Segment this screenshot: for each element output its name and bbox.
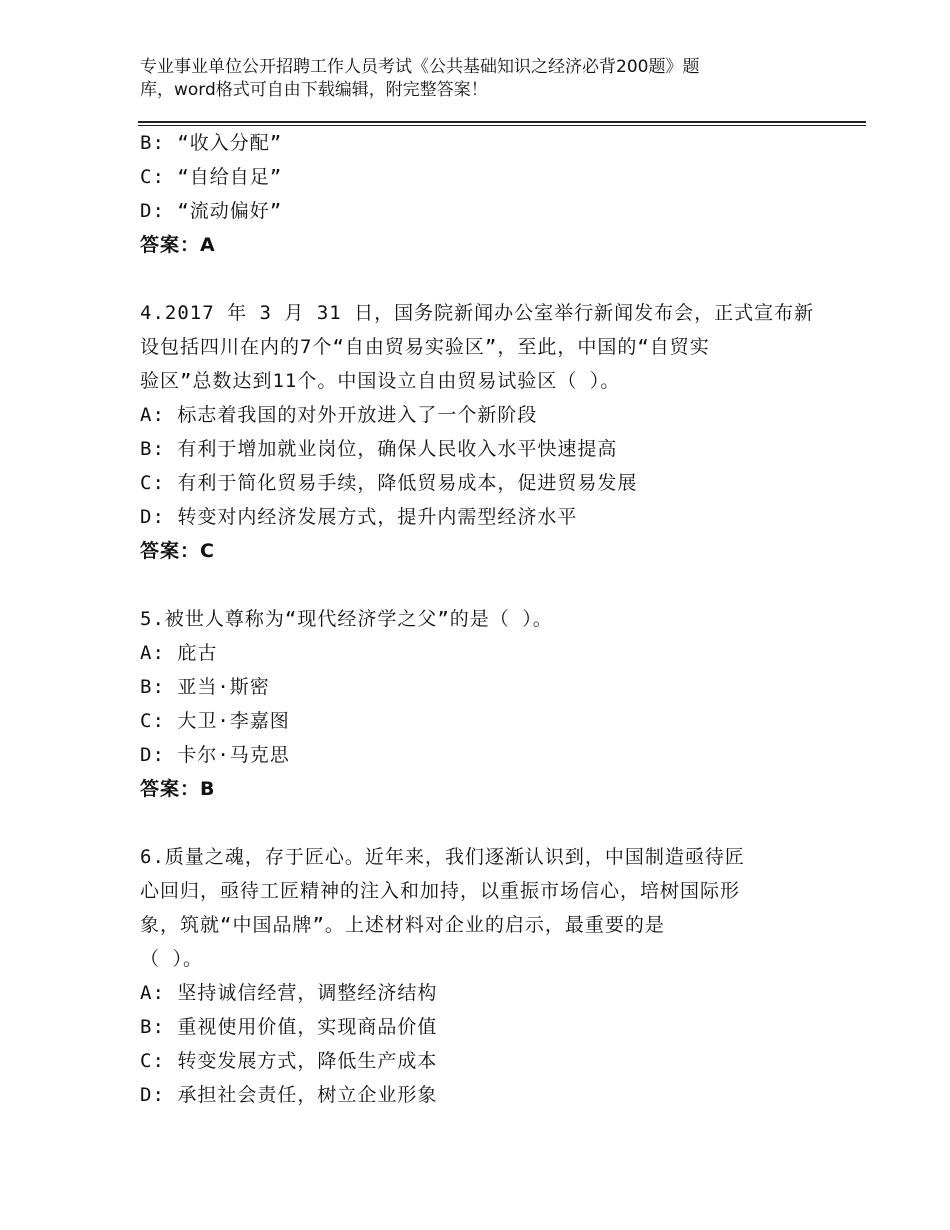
option-a: A: 庇古 <box>140 642 218 664</box>
question-text-line: 验区”总数达到11个。中国设立自由贸易试验区（ ）。 <box>140 370 621 392</box>
question-text-line: 5.被世人尊称为“现代经济学之父”的是（ ）。 <box>140 608 553 630</box>
question-text-line: 心回归，亟待工匠精神的注入和加持，以重振市场信心，培树国际形 <box>140 880 741 902</box>
option-b: B: 重视使用价值，实现商品价值 <box>140 1016 438 1038</box>
option-d: D: 卡尔·马克思 <box>140 744 290 766</box>
question-text-line: （ ）。 <box>140 948 203 970</box>
spacer <box>140 568 820 602</box>
answer-label: 答案：A <box>140 234 216 256</box>
option-c: C: 有利于简化贸易手续，降低贸易成本，促进贸易发展 <box>140 472 638 494</box>
option-a: A: 标志着我国的对外开放进入了一个新阶段 <box>140 404 538 426</box>
option-d: D: 承担社会责任，树立企业形象 <box>140 1084 438 1106</box>
spacer <box>140 262 820 296</box>
option-d: D: 转变对内经济发展方式，提升内需型经济水平 <box>140 506 578 528</box>
question-3-tail <box>140 126 820 262</box>
option-d: D: “流动偏好” <box>140 200 283 222</box>
option-c: C: 大卫·李嘉图 <box>140 710 290 732</box>
option-b: B: “收入分配” <box>140 132 283 154</box>
option-b: B: 亚当·斯密 <box>140 676 270 698</box>
question-6 <box>140 840 820 1112</box>
answer-label: 答案：C <box>140 540 215 562</box>
question-text-line: 象，筑就“中国品牌”。上述材料对企业的启示，最重要的是 <box>140 914 665 936</box>
question-4 <box>140 296 820 568</box>
document-body <box>140 126 820 1112</box>
question-text-line: 4.2017 年 3 月 31 日，国务院新闻办公室举行新闻发布会，正式宣布新 <box>140 302 815 324</box>
question-text-line: 设包括四川在内的7个“自由贸易实验区”，至此，中国的“自贸实 <box>140 336 710 358</box>
option-c: C: 转变发展方式，降低生产成本 <box>140 1050 438 1072</box>
spacer <box>140 806 820 840</box>
question-5 <box>140 602 820 806</box>
question-text-line: 6.质量之魂，存于匠心。近年来，我们逐渐认识到，中国制造亟待匠 <box>140 846 745 868</box>
answer-label: 答案：B <box>140 778 216 800</box>
option-b: B: 有利于增加就业岗位，确保人民收入水平快速提高 <box>140 438 618 460</box>
document-header <box>140 56 780 102</box>
option-a: A: 坚持诚信经营，调整经济结构 <box>140 982 438 1004</box>
header-line-2: 库，word格式可自由下载编辑，附完整答案！ <box>140 80 488 100</box>
option-c: C: “自给自足” <box>140 166 283 188</box>
header-line-1: 专业事业单位公开招聘工作人员考试《公共基础知识之经济必背200题》题 <box>140 57 700 77</box>
